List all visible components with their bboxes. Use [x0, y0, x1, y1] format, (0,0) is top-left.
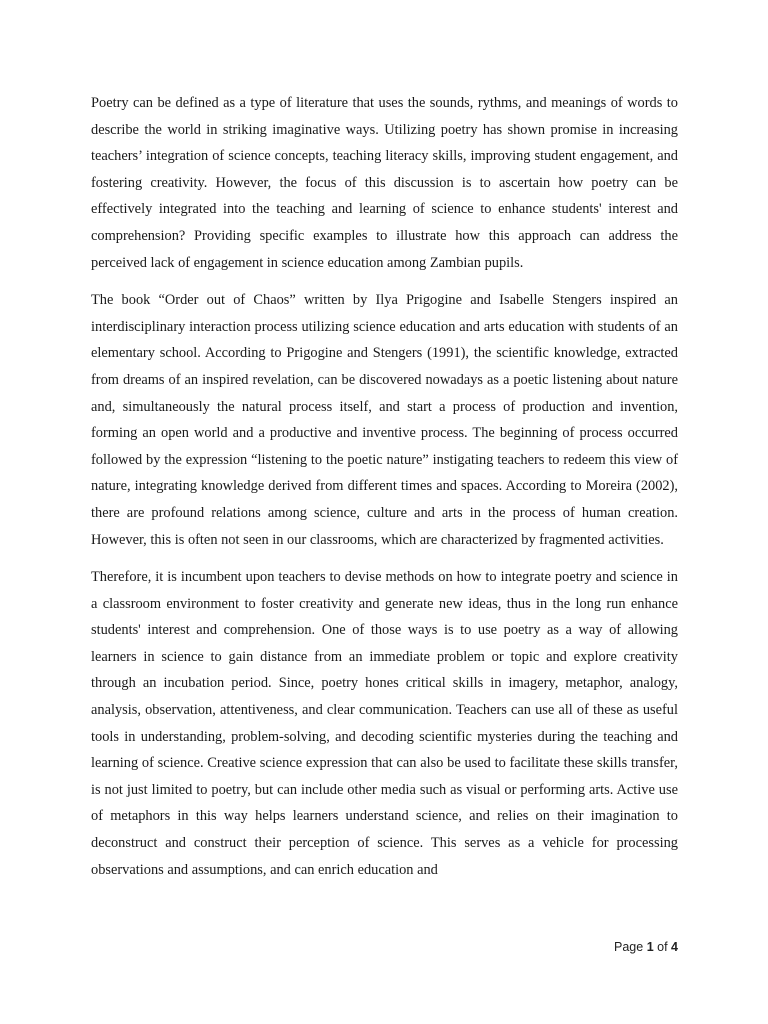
current-page: 1 — [646, 940, 654, 954]
paragraph: The book “Order out of Chaos” written by Ilya Prigogine and Isabelle Stengers inspired an interdisciplinary interaction process utilizing science education and arts education with students of an elementary school. According to Prigogine and Stengers (1991), the scientific knowledge, extracted from dreams of an inspired revelation, can be discovered nowadays as a poetic listening about nature and, simultaneously the natural process itself, and start a process of production and invention, forming an open world and a productive and inventive process. The beginning of process occurred followed by the expression “listening to the poetic nature” instigating teachers to redeem this view of nature, integrating knowledge derived from different times and spaces. According to Moreira (2002), there are profound relations among science, culture and arts in the process of human creation. However, this is often not seen in our classrooms, which are characterized by fragmented activities. — [91, 292, 678, 548]
total-pages: 4 — [671, 940, 678, 954]
paragraph: Poetry can be defined as a type of literature that uses the sounds, rythms, and meanings of words to describe the world in striking imaginative ways. Utilizing poetry has shown promise in increasing teachers’ integration of science concepts, teaching literacy skills, improving student engagement, and fostering creativity. However, the focus of this discussion is to ascertain how poetry can be effectively integrated into the teaching and learning of science to enhance students' interest and comprehension? Providing specific examples to illustrate how this approach can address the perceived lack of engagement in science education among Zambian pupils. — [91, 95, 678, 271]
body-text — [91, 90, 678, 894]
page-separator: of — [657, 940, 668, 954]
page-number — [614, 940, 678, 954]
page-label: Page — [614, 940, 644, 954]
paragraph: Therefore, it is incumbent upon teachers to devise methods on how to integrate poetry and science in a classroom environment to foster creativity and generate new ideas, thus in the long run enhance students' interest and comprehension. One of those ways is to use poetry as a way of allowing learners in science to gain distance from an immediate problem or topic and explore creativity through an incubation period. Since, poetry hones critical skills in imagery, metaphor, analogy, analysis, observation, attentiveness, and clear communication. Teachers can use all of these as useful tools in understanding, problem-solving, and decoding scientific mysteries during the teaching and learning of science. Creative science expression that can also be used to facilitate these skills transfer, is not just limited to poetry, but can include other media such as visual or performing arts. Active use of metaphors in this way helps learners understand science, and relies on their imagination to deconstruct and construct their perception of science. This serves as a vehicle for processing observations and assumptions, and can enrich education and — [91, 569, 678, 878]
